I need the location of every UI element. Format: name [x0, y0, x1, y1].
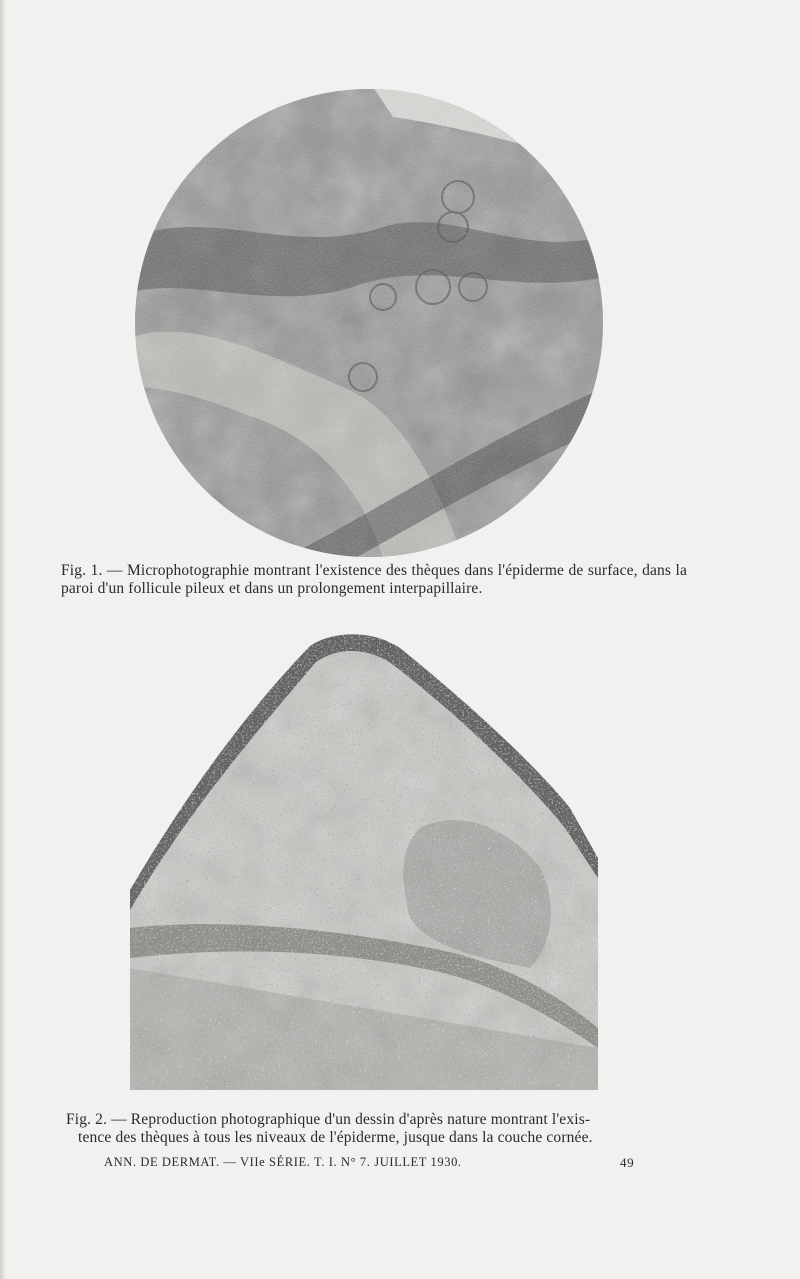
page-edge-shadow: [0, 0, 6, 1279]
figure-1-caption: Fig. 1. — Microphotographie montrant l'existence des thèques dans l'épiderme de surface, dans la paroi d'un follicule pileux et dans un prolongement interpapillaire.: [61, 562, 687, 597]
figure-1-micrograph: [133, 87, 605, 559]
figure-2-caption: [66, 1111, 692, 1147]
page-number: 49: [620, 1155, 635, 1170]
figure-2-caption-line-1: Fig. 2. — Reproduction photographique d'un dessin d'après nature montrant l'exis-: [66, 1111, 591, 1128]
journal-reference: ANN. DE DERMAT. — VIIe SÉRIE. T. I. N° 7. JUILLET 1930.: [104, 1155, 462, 1169]
figure-2-drawing: [130, 628, 598, 1090]
figure-2-caption-line-2: tence des thèques à tous les niveaux de l'épiderme, jusque dans la couche cornée.: [78, 1129, 593, 1146]
running-footer: [104, 1155, 644, 1170]
